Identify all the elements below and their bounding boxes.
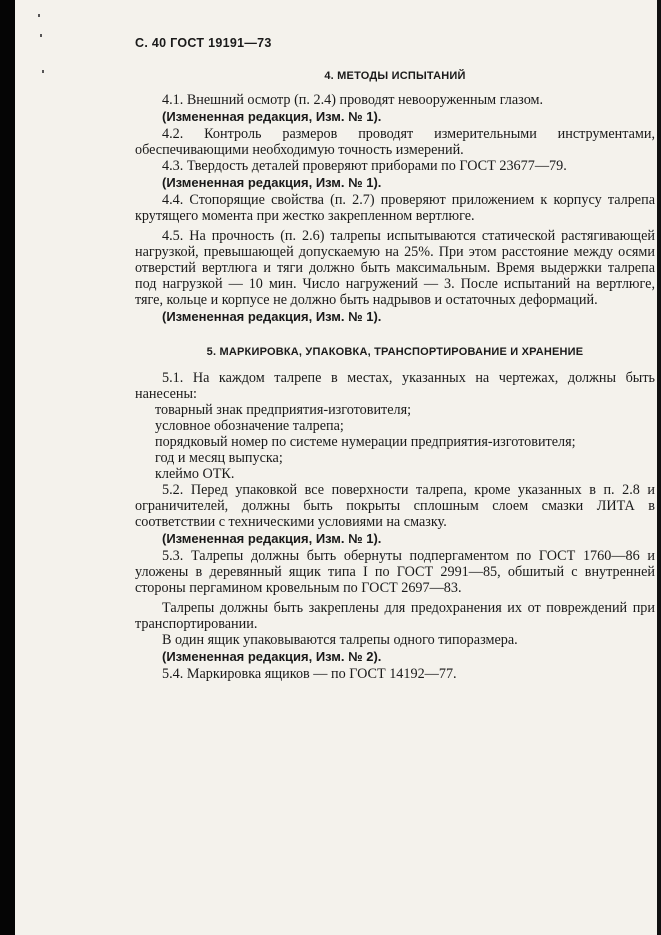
scan-speck xyxy=(38,14,40,17)
paragraph-5-2: 5.2. Перед упаковкой все поверхности талрепа, кроме указанных в п. 2.8 и ограничителей, должны быть покрыты сплошным слоем смазки ЛИТА в соответствии с техническими условиями на смазку. xyxy=(135,482,655,530)
section-4-title: 4. МЕТОДЫ ИСПЫТАНИЙ xyxy=(324,70,466,82)
list-item: товарный знак предприятия-изготовителя; xyxy=(155,402,412,418)
edit-note: (Измененная редакция, Изм. № 1). xyxy=(162,109,382,124)
paragraph-4-1: 4.1. Внешний осмотр (п. 2.4) проводят невооруженным глазом. xyxy=(162,92,544,108)
paragraph-4-4: 4.4. Стопорящие свойства (п. 2.7) проверяют приложением к корпусу талрепа крутящего момента при жестко закрепленном вертлюге. xyxy=(135,192,655,224)
edit-note: (Измененная редакция, Изм. № 2). xyxy=(162,649,382,664)
paragraph-5-3-pack: В один ящик упаковываются талрепы одного типоразмера. xyxy=(162,632,518,648)
paragraph-4-5: 4.5. На прочность (п. 2.6) талрепы испытываются статической растягивающей нагрузкой, превышающей допускаемую на 25%. При этом расстояние между осями отверстий вертлюга и тяги должно быть максимальным. Время выдержки талрепа под нагрузкой — 10 мин. Число нагружений — 3. После испытаний на вертлюге, тяге, кольце и корпусе не должно быть надрывов и остаточных деформаций. xyxy=(135,228,655,308)
list-item: год и месяц выпуска; xyxy=(155,450,283,466)
paragraph-5-4: 5.4. Маркировка ящиков — по ГОСТ 14192—77. xyxy=(162,666,457,682)
scan-speck xyxy=(40,34,42,37)
scan-speck xyxy=(42,70,44,73)
section-5-title: 5. МАРКИРОВКА, УПАКОВКА, ТРАНСПОРТИРОВАНИЕ И ХРАНЕНИЕ xyxy=(206,346,584,358)
page-header: С. 40 ГОСТ 19191—73 xyxy=(135,36,272,50)
edit-note: (Измененная редакция, Изм. № 1). xyxy=(162,531,382,546)
edit-note: (Измененная редакция, Изм. № 1). xyxy=(162,175,382,190)
paragraph-4-2: 4.2. Контроль размеров проводят измерительными инструментами, обеспечивающими необходимую точность измерений. xyxy=(135,126,655,158)
document-page xyxy=(135,36,655,682)
paragraph-4-3: 4.3. Твердость деталей проверяют приборами по ГОСТ 23677—79. xyxy=(162,158,567,174)
list-item: клеймо ОТК. xyxy=(155,466,235,482)
scan-border-left xyxy=(0,0,15,935)
paragraph-5-3: 5.3. Талрепы должны быть обернуты подпергаментом по ГОСТ 1760—86 и уложены в деревянный ящик типа I по ГОСТ 2991—85, обшитый с внутренней стороны пергамином кровельным по ГОСТ 2697—83. xyxy=(135,548,655,596)
list-item: условное обозначение талрепа; xyxy=(155,418,344,434)
paragraph-5-3-cont: Талрепы должны быть закреплены для предохранения их от повреждений при транспортировании. xyxy=(135,600,655,632)
paragraph-5-1: 5.1. На каждом талрепе в местах, указанных на чертежах, должны быть нанесены: xyxy=(135,370,655,402)
edit-note: (Измененная редакция, Изм. № 1). xyxy=(162,309,382,324)
list-item: порядковый номер по системе нумерации предприятия-изготовителя; xyxy=(155,434,576,450)
scan-border-right xyxy=(657,0,661,935)
